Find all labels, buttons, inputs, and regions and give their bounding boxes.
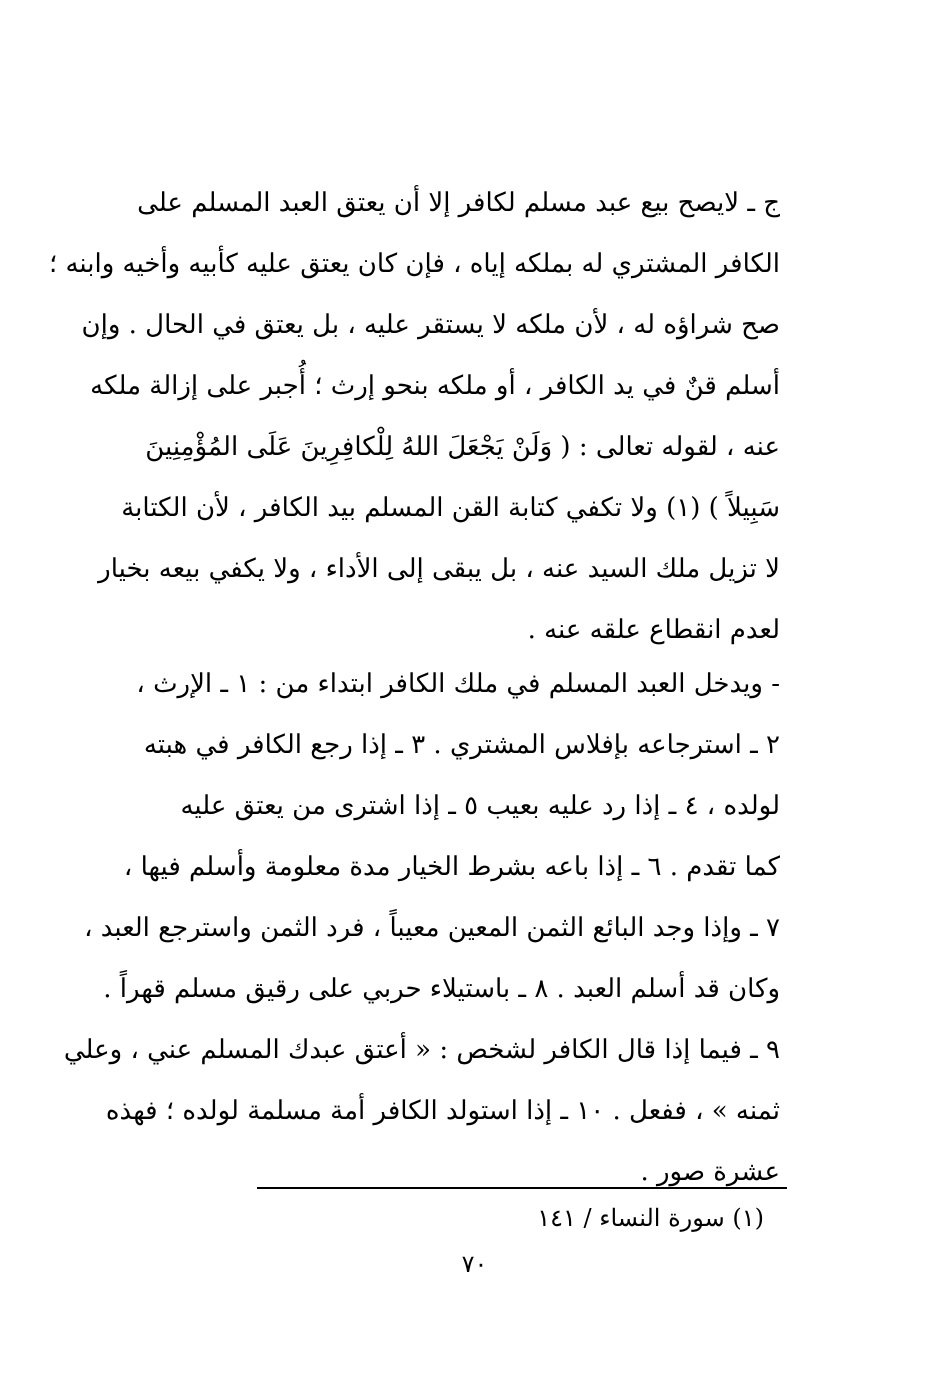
text-line: لا تزيل ملك السيد عنه ، بل يبقى إلى الأداء ، ولا يكفي بيعه بخيار bbox=[98, 554, 780, 584]
text-line: كما تقدم . ٦ ـ إذا باعه بشرط الخيار مدة معلومة وأسلم فيها ، bbox=[123, 852, 780, 882]
text-line: ٩ ـ فيما إذا قال الكافر لشخص : « أعتق عبدك المسلم عني ، وعلي bbox=[63, 1035, 780, 1065]
text-line: أسلم قنٌ في يد الكافر ، أو ملكه بنحو إرث ؛ أُجبر على إزالة ملكه bbox=[90, 371, 780, 401]
text-line: سَبِيلاً ) (١) ولا تكفي كتابة القن المسلم بيد الكافر ، لأن الكتابة bbox=[121, 493, 780, 523]
paragraph-ways-of-ownership bbox=[63, 654, 780, 1203]
text-line: - ويدخل العبد المسلم في ملك الكافر ابتداء من : ١ ـ الإرث ، bbox=[136, 669, 780, 699]
text-line: ج ـ لايصح بيع عبد مسلم لكافر إلا أن يعتق العبد المسلم على bbox=[137, 188, 780, 218]
text-line: عنه ، لقوله تعالى : ( وَلَنْ يَجْعَلَ اللهُ لِلْكافِرِينَ عَلَى المُؤْمِنِينَ bbox=[145, 432, 780, 462]
text-line: ٧ ـ وإذا وجد البائع الثمن المعين معيباً ، فرد الثمن واسترجع العبد ، bbox=[84, 913, 780, 943]
text-line: وكان قد أسلم العبد . ٨ ـ باستيلاء حربي على رقيق مسلم قهراً . bbox=[103, 974, 780, 1004]
text-line: لولده ، ٤ ـ إذا رد عليه بعيب ٥ ـ إذا اشترى من يعتق عليه bbox=[180, 791, 780, 821]
text-line: ٢ ـ استرجاعه بإفلاس المشتري . ٣ ـ إذا رجع الكافر في هبته bbox=[143, 730, 780, 760]
text-line: الكافر المشتري له بملكه إياه ، فإن كان يعتق عليه كأبيه وأخيه وابنه ؛ bbox=[48, 249, 780, 279]
footnote: (١) سورة النساء / ١٤١ bbox=[537, 1204, 764, 1232]
footnote-separator bbox=[257, 1187, 787, 1189]
text-line: صح شراؤه له ، لأن ملكه لا يستقر عليه ، بل يعتق في الحال . وإن bbox=[81, 310, 780, 340]
paragraph-sale-to-non-muslim bbox=[48, 173, 780, 661]
text-line: لعدم انقطاع علقه عنه . bbox=[527, 615, 780, 645]
text-line: عشرة صور . bbox=[640, 1157, 780, 1187]
page-number: ٧٠ bbox=[461, 1250, 488, 1278]
text-line: ثمنه » ، ففعل . ١٠ ـ إذا استولد الكافر أمة مسلمة لولده ؛ فهذه bbox=[105, 1096, 780, 1126]
